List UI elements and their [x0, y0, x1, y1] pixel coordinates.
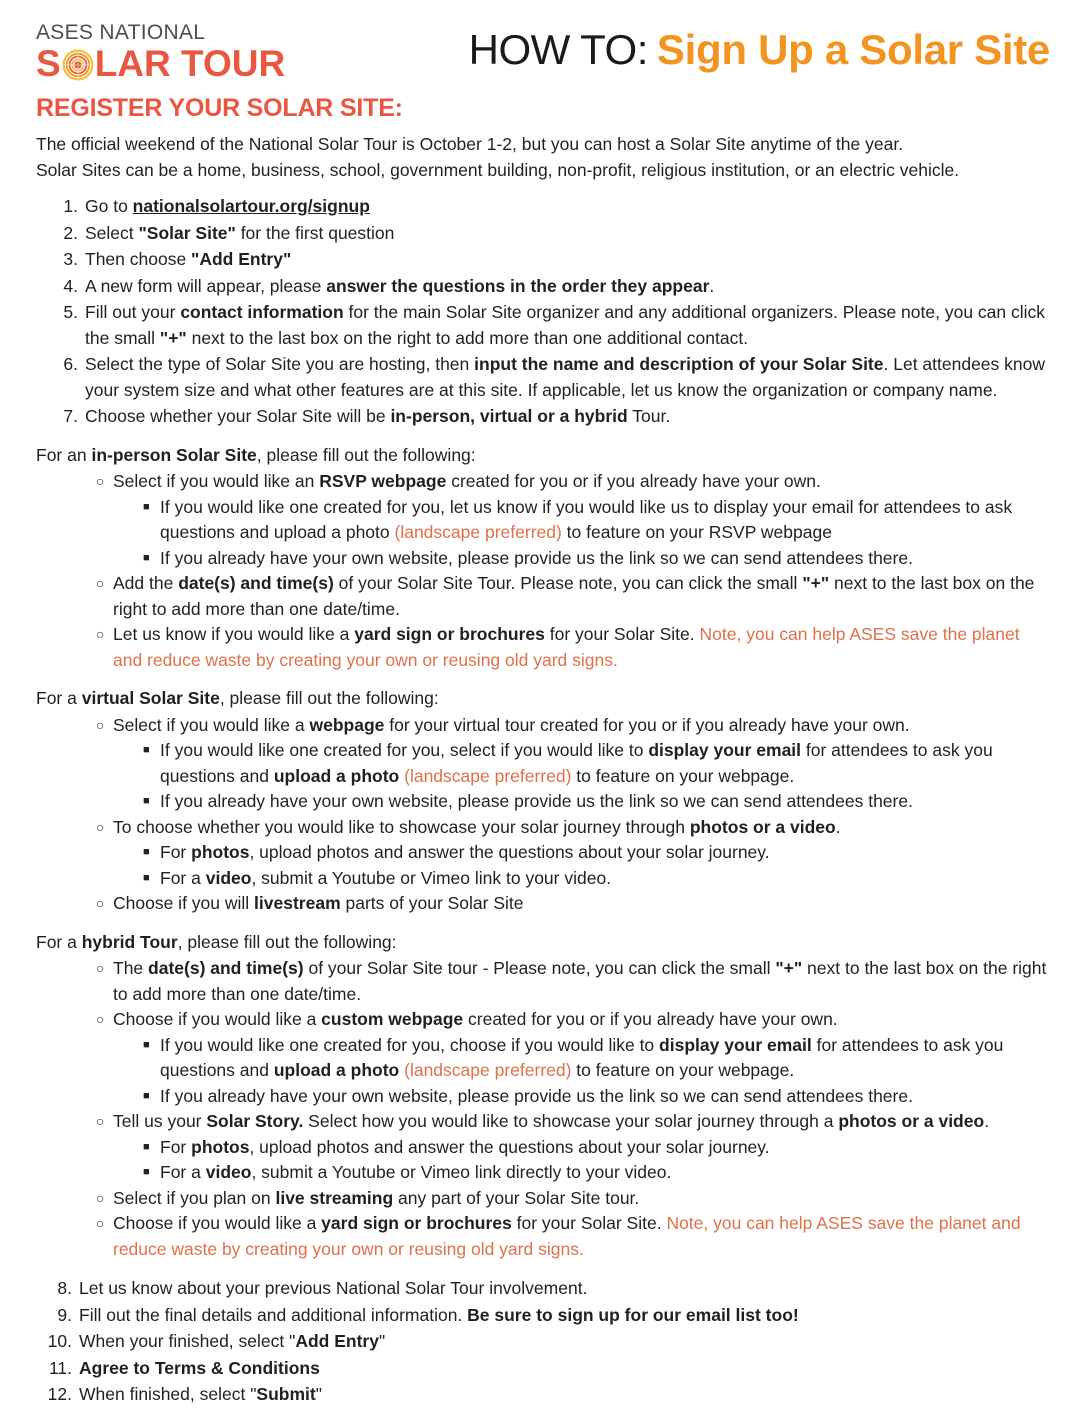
body-text: .	[709, 275, 715, 296]
square-bullet-icon: ■	[143, 795, 150, 807]
body-text: Choose whether your Solar Site will be	[85, 406, 391, 426]
body-text: .	[835, 816, 841, 837]
step-number: 12.	[47, 1384, 72, 1404]
emphasis-text: date(s) and time(s)	[148, 958, 304, 978]
highlight-note-text: (landscape preferred)	[404, 1060, 572, 1080]
step-item	[36, 1329, 1048, 1355]
emphasis-text: live streaming	[275, 1187, 394, 1208]
emphasis-text: in-person Solar Site	[91, 444, 257, 465]
emphasis-text: input the name and description of your Solar Site	[474, 354, 884, 374]
square-bullet-icon: ■	[143, 1089, 150, 1102]
body-text: Fill out your	[85, 302, 181, 322]
body-text: If you already have your own website, please provide us the link so we can send attendees there.	[160, 1085, 913, 1106]
branch-sections	[36, 443, 1048, 1263]
emphasis-text: answer the questions in the order they appear	[326, 275, 710, 296]
body-text: When your finished, select "	[79, 1331, 296, 1351]
branch-bullet-list	[36, 713, 1048, 917]
body-text: . Let attendees know your system size and what other features are at this site. If applicable, let us know the organization or company name.	[85, 354, 1045, 400]
intro-line: Solar Sites can be a home, business, school, government building, non-profit, religious institution, or an electric vehicle.	[36, 160, 960, 180]
step-item	[36, 1303, 1048, 1329]
body-text: , please fill out the following:	[256, 444, 476, 465]
emphasis-text: "Solar Site"	[138, 222, 236, 243]
document-body	[0, 94, 1088, 1408]
body-text: for the main Solar Site organizer and any additional organizers. Please note, you can click the small	[85, 302, 1046, 348]
circle-bullet-icon: ○	[96, 818, 105, 835]
emphasis-text: date(s) and time(s)	[178, 573, 334, 593]
circle-bullet-icon: ○	[96, 1011, 105, 1027]
body-text: parts of your Solar Site	[340, 893, 524, 913]
circle-bullet-icon: ○	[96, 895, 105, 911]
sub-bullet-item	[143, 866, 1048, 892]
steps-final-list	[36, 1276, 1048, 1408]
emphasis-text: livestream	[254, 893, 341, 913]
square-bullet-icon: ■	[143, 1038, 150, 1051]
body-text: for your Solar Site.	[544, 624, 700, 644]
body-text: , please fill out the following:	[177, 931, 397, 952]
body-text: For a	[160, 867, 206, 888]
branch-intro	[36, 930, 1048, 956]
body-text: Go to	[85, 196, 133, 216]
square-bullet-icon: ■	[143, 846, 150, 858]
highlight-note-text: Note, you can help ASES save the planet and reduce waste by creating your own or reusing old yard signs.	[113, 1213, 1021, 1259]
branch-intro	[36, 443, 1048, 469]
emphasis-text: yard sign or brochures	[321, 1213, 512, 1233]
body-text: , upload photos and answer the questions about your solar journey.	[249, 842, 770, 862]
body-text: .	[984, 1111, 990, 1131]
page-header	[0, 0, 1088, 92]
step-item	[36, 404, 1048, 430]
intro-paragraphs	[36, 132, 1048, 183]
sub-bullet-item	[143, 840, 1048, 866]
logo-wordmark-pre: S	[36, 43, 61, 84]
sub-bullet-list	[113, 840, 1048, 891]
body-text: created for you or if you already have your own.	[446, 471, 821, 491]
step-number: 1.	[63, 196, 78, 216]
bullet-item	[96, 622, 1048, 673]
branch-intro	[36, 686, 1048, 712]
body-text: Select if you would like a	[113, 714, 310, 735]
highlight-note-text: (landscape preferred)	[404, 765, 572, 786]
circle-bullet-icon: ○	[96, 473, 105, 489]
logo-wordmark	[36, 45, 285, 82]
highlight-note-text: (landscape preferred)	[394, 522, 562, 542]
emphasis-text: in-person, virtual or a hybrid	[390, 406, 628, 426]
step-item	[36, 1356, 1048, 1382]
square-bullet-icon: ■	[143, 744, 150, 756]
body-text: Fill out the final details and additional information.	[79, 1304, 468, 1325]
emphasis-text: "+"	[775, 958, 803, 978]
emphasis-text: contact information	[180, 302, 344, 322]
body-text: to feature on your webpage.	[571, 1060, 795, 1080]
section-heading: REGISTER YOUR SOLAR SITE:	[36, 94, 403, 122]
step-number: 7.	[63, 406, 78, 426]
body-text: If you would like one created for you, choose if you would like to	[160, 1034, 660, 1055]
body-text: Select how you would like to showcase your solar journey through a	[303, 1111, 839, 1131]
emphasis-text: Be sure to sign up for our email list too!	[467, 1304, 799, 1325]
circle-bullet-icon: ○	[96, 716, 105, 733]
sub-bullet-item	[143, 738, 1048, 789]
body-text: created for you or if you already have your own.	[463, 1009, 838, 1029]
body-text: Choose if you will	[113, 893, 255, 913]
body-text: For an	[36, 444, 92, 465]
step-number: 4.	[63, 275, 78, 296]
body-text: next to the last box on the right to add more than one additional contact.	[186, 327, 749, 348]
emphasis-text: "+"	[802, 573, 830, 593]
sub-bullet-list	[113, 495, 1048, 572]
step-number: 9.	[57, 1304, 72, 1325]
sub-bullet-list	[113, 1033, 1048, 1110]
bullet-item	[96, 956, 1048, 1007]
body-text: next to the last box on the right to add more than one date/time.	[113, 573, 1035, 619]
body-text: For	[160, 842, 192, 862]
body-text: Tour.	[627, 406, 671, 426]
branch-bullet-list	[36, 469, 1048, 673]
sub-bullet-item	[143, 1160, 1048, 1186]
body-text: Select	[85, 222, 139, 243]
sub-bullet-item	[143, 1084, 1048, 1110]
body-text: , upload photos and answer the questions about your solar journey.	[249, 1136, 770, 1157]
body-text: For	[160, 1136, 192, 1157]
branch-bullet-list	[36, 956, 1048, 1262]
bullet-item	[96, 1211, 1048, 1262]
bullet-item	[96, 469, 1048, 571]
circle-bullet-icon: ○	[96, 575, 105, 591]
emphasis-text: RSVP webpage	[319, 471, 447, 491]
sub-bullet-list	[113, 1135, 1048, 1186]
body-text: A new form will appear, please	[85, 275, 327, 296]
body-text: Select if you plan on	[113, 1187, 276, 1208]
emphasis-text: photos	[191, 842, 250, 862]
body-text: The	[113, 958, 149, 978]
sub-bullet-item	[143, 1135, 1048, 1161]
body-text: for your virtual tour created for you or if you already have your own.	[384, 714, 910, 735]
body-text: Let us know if you would like a	[113, 624, 355, 644]
sub-bullet-list	[113, 738, 1048, 815]
step-number: 11.	[48, 1357, 72, 1378]
body-text: For a	[160, 1162, 206, 1182]
step-number: 5.	[63, 302, 78, 322]
body-text: Select if you would like an	[113, 471, 320, 491]
body-text: For a	[36, 931, 82, 952]
body-text: for attendees to ask you questions and	[160, 1034, 1004, 1080]
emphasis-text: photos or a video	[689, 816, 836, 837]
emphasis-text: video	[205, 867, 252, 888]
step-item	[36, 1276, 1048, 1302]
bullet-item	[96, 1007, 1048, 1109]
emphasis-text: Submit	[256, 1384, 316, 1404]
body-text: to feature on your webpage.	[571, 765, 795, 786]
step-number: 8.	[57, 1278, 72, 1298]
sub-bullet-item	[143, 546, 1048, 572]
step-number: 3.	[63, 249, 78, 269]
circle-bullet-icon: ○	[96, 1113, 105, 1129]
logo-top-line: ASES NATIONAL	[36, 21, 206, 44]
body-text: When finished, select "	[79, 1384, 257, 1404]
body-text: , submit a Youtube or Vimeo link to your video.	[251, 867, 612, 888]
emphasis-text: upload a photo	[273, 1060, 400, 1080]
body-text: any part of your Solar Site tour.	[393, 1187, 640, 1208]
sun-icon	[62, 49, 94, 81]
body-text: , submit a Youtube or Vimeo link directly to your video.	[251, 1162, 672, 1182]
square-bullet-icon: ■	[143, 551, 150, 564]
intro-line: The official weekend of the National Solar Tour is October 1-2, but you can host a Solar Site anytime of the year.	[36, 134, 904, 154]
square-bullet-icon: ■	[143, 1166, 150, 1178]
step-item	[36, 1382, 1048, 1408]
step-item	[36, 300, 1048, 351]
emphasis-text: yard sign or brochures	[354, 624, 545, 644]
circle-bullet-icon: ○	[96, 626, 105, 642]
emphasis-text: hybrid Tour	[81, 931, 178, 952]
bullet-item	[96, 891, 1048, 917]
emphasis-text: upload a photo	[273, 765, 400, 786]
emphasis-text: video	[205, 1162, 252, 1182]
body-text: for attendees to ask you questions and	[160, 740, 993, 786]
body-text: next to the last box on the right to add more than one date/time.	[113, 958, 1047, 1004]
step-number: 6.	[63, 354, 78, 374]
body-text: , please fill out the following:	[219, 688, 439, 708]
body-text: Let us know about your previous National Solar Tour involvement.	[79, 1278, 588, 1298]
emphasis-text: display your email	[648, 740, 802, 760]
bullet-item	[96, 1186, 1048, 1212]
emphasis-text: virtual Solar Site	[81, 688, 220, 708]
emphasis-text: photos	[191, 1136, 250, 1157]
square-bullet-icon: ■	[143, 1140, 150, 1153]
emphasis-text: photos or a video	[838, 1111, 985, 1131]
body-text: of your Solar Site Tour. Please note, you can click the small	[333, 573, 803, 593]
emphasis-text: Add Entry	[295, 1331, 379, 1351]
sub-bullet-item	[143, 789, 1048, 815]
body-text: for the first question	[235, 222, 395, 243]
bullet-item	[96, 1109, 1048, 1186]
square-bullet-icon: ■	[143, 871, 150, 884]
body-text: Add the	[113, 573, 179, 593]
page-title	[469, 16, 1066, 74]
body-text: for your Solar Site.	[511, 1213, 667, 1233]
body-text: For a	[36, 688, 82, 708]
logo-wordmark-post: LAR TOUR	[94, 43, 286, 84]
signup-link[interactable]: nationalsolartour.org/signup	[132, 196, 370, 216]
sub-bullet-item	[143, 1033, 1048, 1084]
body-text: To choose whether you would like to showcase your solar journey through	[113, 816, 690, 837]
body-text: "	[378, 1331, 386, 1351]
page-title-prefix: HOW TO:	[468, 26, 648, 73]
body-text: Choose if you would like a	[113, 1213, 322, 1233]
emphasis-text: Agree to Terms & Conditions	[79, 1357, 320, 1378]
sub-bullet-item	[143, 495, 1048, 546]
bullet-item	[96, 713, 1048, 815]
body-text: to feature on your RSVP webpage	[561, 522, 832, 542]
steps-primary-list	[36, 194, 1048, 430]
emphasis-text: custom webpage	[321, 1009, 464, 1029]
body-text: If you would like one created for you, select if you would like to	[160, 740, 649, 760]
emphasis-text: "Add Entry"	[191, 249, 292, 269]
step-item	[36, 221, 1048, 247]
body-text: Choose if you would like a	[113, 1009, 322, 1029]
circle-bullet-icon: ○	[96, 960, 105, 976]
body-text: of your Solar Site tour - Please note, you can click the small	[303, 958, 776, 978]
highlight-note-text: Note, you can help ASES save the planet and reduce waste by creating your own or reusing old yard signs.	[113, 624, 1020, 670]
body-text: If you already have your own website, please provide us the link so we can send attendees there.	[160, 791, 913, 811]
step-item	[36, 194, 1048, 220]
body-text: Tell us your	[113, 1111, 207, 1131]
emphasis-text: webpage	[309, 714, 385, 735]
circle-bullet-icon: ○	[96, 1189, 105, 1206]
body-text: If you would like one created for you, let us know if you would like us to display your email for attendees to ask questions and upload a photo	[160, 496, 1013, 542]
page-title-main: Sign Up a Solar Site	[656, 26, 1050, 73]
bullet-item	[96, 571, 1048, 622]
circle-bullet-icon: ○	[96, 1215, 105, 1231]
emphasis-text: "+"	[159, 327, 187, 348]
bullet-item	[96, 815, 1048, 892]
body-text: If you already have your own website, please provide us the link so we can send attendees there.	[160, 547, 913, 568]
emphasis-text: Solar Story.	[206, 1111, 304, 1131]
step-number: 2.	[63, 222, 78, 243]
body-text: Then choose	[85, 249, 192, 269]
emphasis-text: display your email	[659, 1034, 812, 1055]
square-bullet-icon: ■	[143, 500, 150, 513]
step-item	[36, 274, 1048, 300]
step-item	[36, 247, 1048, 273]
body-text: "	[315, 1384, 322, 1404]
body-text: Select the type of Solar Site you are hosting, then	[85, 354, 475, 374]
step-number: 10.	[47, 1331, 72, 1351]
ases-national-solar-tour-logo	[36, 16, 285, 82]
step-item	[36, 352, 1048, 403]
